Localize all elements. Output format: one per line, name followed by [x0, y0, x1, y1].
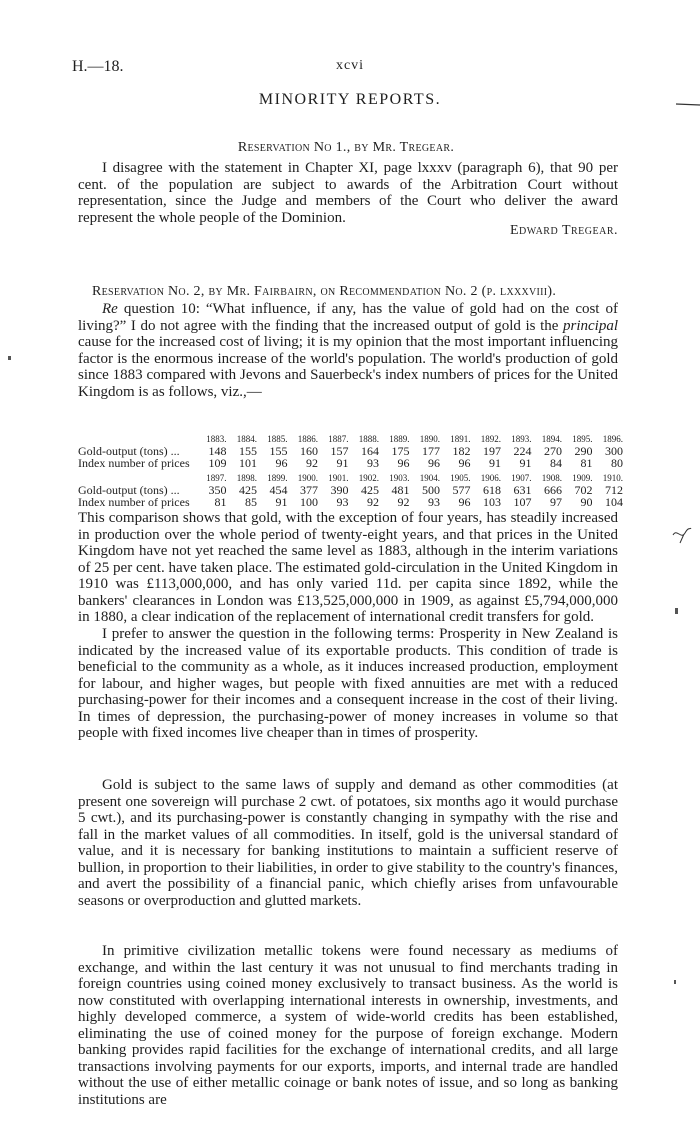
- year-cell: 1884.: [236, 434, 257, 444]
- index-number-cell: 97: [550, 494, 562, 509]
- reservation-2-paragraph-5: [78, 943, 618, 1108]
- year-cell: 1885.: [267, 434, 288, 444]
- index-number-label: Index number of prices: [78, 494, 190, 509]
- year-cell: 1897.: [206, 473, 227, 483]
- gold-output-cell: 300: [605, 443, 623, 458]
- paragraph-1-part-b: cause for the increased cost of living; it is my opinion that the most important influencing factor is the enormous increase of the world's population. The world's production of gold since 1883 compared with Jevons and Sauerbeck's index numbers of prices for the United Kingdom is as follows, viz.,—: [78, 334, 618, 400]
- year-cell: 1908.: [541, 473, 562, 483]
- reservation-2-heading: Reservation No. 2, by Mr. Fairbairn, on Recommendation No. 2 (p. lxxxviii).: [92, 284, 557, 299]
- gold-output-label: Gold-output (tons) ...: [78, 482, 180, 497]
- gold-output-cell: 148: [208, 443, 227, 458]
- year-cell: 1889.: [389, 434, 410, 444]
- gold-output-cell: 712: [605, 482, 623, 497]
- paragraph-5-body: In primitive civilization metallic tokens were found necessary as mediums of exchange, and within the last century it was not unusual to find merchants trading in foreign countries using coined money exclusively to transact business. As the world is now constituted with overlapping international interests in ownership, investments, and highly developed commerce, a system of wide-world credits has been established, eliminating the use of coined money for the purpose of foreign exchange. Modern banking provides rapid facilities for the exchange of international credits, and all large transactions involving payments for our exports, imports, and internal trade are handled without the use of either metallic coinage or bank notes of issue, and so long as banking institutions are: [78, 943, 618, 1108]
- gold-output-cell: 290: [574, 443, 593, 458]
- gold-output-cell: 155: [239, 443, 257, 458]
- index-number-cell: 90: [580, 494, 593, 509]
- year-cell: 1902.: [358, 473, 379, 483]
- gold-output-cell: 270: [544, 443, 562, 458]
- gold-output-cell: 666: [544, 482, 562, 497]
- index-number-cell: 96: [458, 494, 471, 509]
- index-number-cell: 109: [208, 455, 227, 470]
- index-number-cell: 91: [336, 455, 349, 470]
- index-number-cell: 96: [458, 455, 471, 470]
- margin-speck-right: [675, 608, 678, 614]
- index-number-label: Index number of prices: [78, 455, 190, 470]
- reservation-2-paragraph-2: This comparison shows that gold, with the exception of four years, has steadily increased in production over the whole period of twenty-eight years, and that prices in the United Kingdom have not yet reached the same level as 1883, although in the interim variations of 25 per cent. have taken place. The estimated gold-circulation in the United Kingdom in 1910 was £113,000,000, and has only varied 11d. per capita since 1892, while the bankers' clearances in London was £13,525,000,000 in 1909, as against £5,794,000,000 in 1880, a clear indication of the replacement of international credit transfers for gold.: [78, 510, 618, 625]
- year-cell: 1886.: [297, 434, 318, 444]
- year-cell: 1901.: [328, 473, 349, 483]
- year-cell: 1895.: [572, 434, 593, 444]
- re-word: Re: [102, 301, 118, 317]
- gold-output-cell: 350: [208, 482, 227, 497]
- index-number-cell: 107: [513, 494, 532, 509]
- index-number-cell: 100: [300, 494, 318, 509]
- gold-output-cell: 177: [422, 443, 440, 458]
- gold-output-cell: 224: [513, 443, 532, 458]
- gold-output-cell: 164: [361, 443, 379, 458]
- gold-output-cell: 454: [269, 482, 288, 497]
- year-cell: 1905.: [450, 473, 471, 483]
- index-number-cell: 96: [275, 455, 288, 470]
- index-number-cell: 96: [428, 455, 440, 470]
- gold-output-cell: 390: [330, 482, 349, 497]
- index-number-cell: 93: [367, 455, 379, 470]
- index-number-cell: 81: [580, 455, 593, 470]
- index-number-cell: 93: [336, 494, 349, 509]
- index-number-cell: 81: [214, 494, 227, 509]
- reservation-1-body: I disagree with the statement in Chapter XI, page lxxxv (paragraph 6), that 90 per cent. of the population are subject to awards of the Arbitration Court without representation, since the Judge and members of the Court who deliver the award represent the whole people of the Dominion.: [78, 160, 618, 226]
- index-number-cell: 92: [306, 455, 318, 470]
- gold-output-cell: 160: [300, 443, 318, 458]
- statistics-table-1897-1910: [78, 473, 623, 508]
- index-number-row: [78, 457, 623, 469]
- gold-output-cell: 197: [483, 443, 501, 458]
- index-number-cell: 92: [397, 494, 410, 509]
- gold-output-cell: 577: [452, 482, 471, 497]
- index-number-cell: 80: [611, 455, 623, 470]
- year-cell: 1883.: [206, 434, 227, 444]
- year-cell: 1909.: [572, 473, 593, 483]
- year-cell: 1904.: [419, 473, 440, 483]
- year-cell: 1892.: [480, 434, 501, 444]
- principal-word: principal: [563, 317, 618, 334]
- year-cell: 1910.: [602, 473, 623, 483]
- year-cell: 1890.: [419, 434, 440, 444]
- index-number-cell: 91: [519, 455, 532, 470]
- margin-speck-right-lower: [674, 980, 676, 984]
- gold-output-cell: 500: [422, 482, 440, 497]
- index-number-cell: 85: [245, 494, 257, 509]
- index-number-cell: 91: [275, 494, 288, 509]
- year-cell: 1898.: [236, 473, 257, 483]
- gold-output-cell: 157: [330, 443, 349, 458]
- index-number-cell: 91: [489, 455, 501, 470]
- year-cell: 1891.: [450, 434, 471, 444]
- gold-output-cell: 702: [574, 482, 593, 497]
- gold-output-cell: 618: [483, 482, 501, 497]
- reservation-2-paragraph-1: [78, 301, 618, 400]
- margin-pen-mark: [676, 102, 700, 106]
- page-number: xcvi: [335, 58, 365, 73]
- gold-output-cell: 155: [269, 443, 288, 458]
- year-cell: 1907.: [511, 473, 532, 483]
- index-number-cell: 101: [239, 455, 257, 470]
- gold-output-cell: 377: [300, 482, 318, 497]
- page-title: MINORITY REPORTS.: [258, 91, 442, 108]
- gold-output-cell: 182: [452, 443, 471, 458]
- gold-output-cell: 481: [391, 482, 410, 497]
- year-cell: 1888.: [358, 434, 379, 444]
- year-cell: 1887.: [328, 434, 349, 444]
- margin-pen-squiggle: [672, 526, 692, 544]
- index-number-cell: 96: [397, 455, 410, 470]
- year-cell: 1894.: [541, 434, 562, 444]
- reservation-2-paragraph-3: [78, 626, 618, 742]
- gold-output-label: Gold-output (tons) ...: [78, 443, 180, 458]
- reservation-2-paragraph-4: [78, 777, 618, 909]
- year-cell: 1899.: [267, 473, 288, 483]
- index-number-cell: 84: [550, 455, 562, 470]
- year-cell: 1893.: [511, 434, 532, 444]
- reservation-1-heading: Reservation No 1., by Mr. Tregear.: [237, 140, 455, 155]
- gold-output-cell: 631: [513, 482, 532, 497]
- index-number-cell: 103: [483, 494, 501, 509]
- year-cell: 1900.: [297, 473, 318, 483]
- gold-output-cell: 425: [239, 482, 257, 497]
- paragraph-3-body: I prefer to answer the question in the following terms: Prosperity in New Zealand is indicated by the increased value of its exportable products. This condition of trade is beneficial to the community as a whole, as it induces increased production, employment for labour, and higher wages, but people with fixed annuities are met with a reduced purchasing-power for their incomes and a consequent increase in the cost of their living. In times of depression, the purchasing-power of money increases in volume so that people with fixed incomes live cheaper than in times of prosperity.: [78, 626, 618, 741]
- signature-tregear: Edward Tregear.: [509, 223, 618, 238]
- page-reference: H.—18.: [72, 58, 124, 75]
- margin-speck-left: [8, 356, 11, 360]
- gold-output-cell: 425: [361, 482, 379, 497]
- gold-output-cell: 175: [391, 443, 410, 458]
- paragraph-1-part-a: question 10: “What influence, if any, has the value of gold had on the cost of living?” I do not agree with the finding that the increased output of gold is the: [78, 301, 618, 334]
- paragraph-4-body: Gold is subject to the same laws of supply and demand as other commodities (at present one sovereign will purchase 2 cwt. of potatoes, six months ago it would purchase 5 cwt.), and its purchasing-power is constantly changing in sympathy with the rise and fall in the market values of all commodities. In itself, gold is the universal standard of value, and it is necessary for banking institutions to maintain a sufficient reserve of bullion, in proportion to their liabilities, in order to give stability to the country's finances, and avert the possibility of a financial panic, which chiefly arises from unfavourable seasons or overproduction and glutted markets.: [78, 777, 618, 909]
- reservation-1-text: [78, 160, 618, 226]
- year-cell: 1903.: [389, 473, 410, 483]
- index-number-row: [78, 496, 623, 508]
- statistics-table-1883-1896: [78, 434, 623, 469]
- index-number-cell: 92: [367, 494, 379, 509]
- year-cell: 1906.: [480, 473, 501, 483]
- year-cell: 1896.: [602, 434, 623, 444]
- index-number-cell: 93: [428, 494, 440, 509]
- index-number-cell: 104: [605, 494, 623, 509]
